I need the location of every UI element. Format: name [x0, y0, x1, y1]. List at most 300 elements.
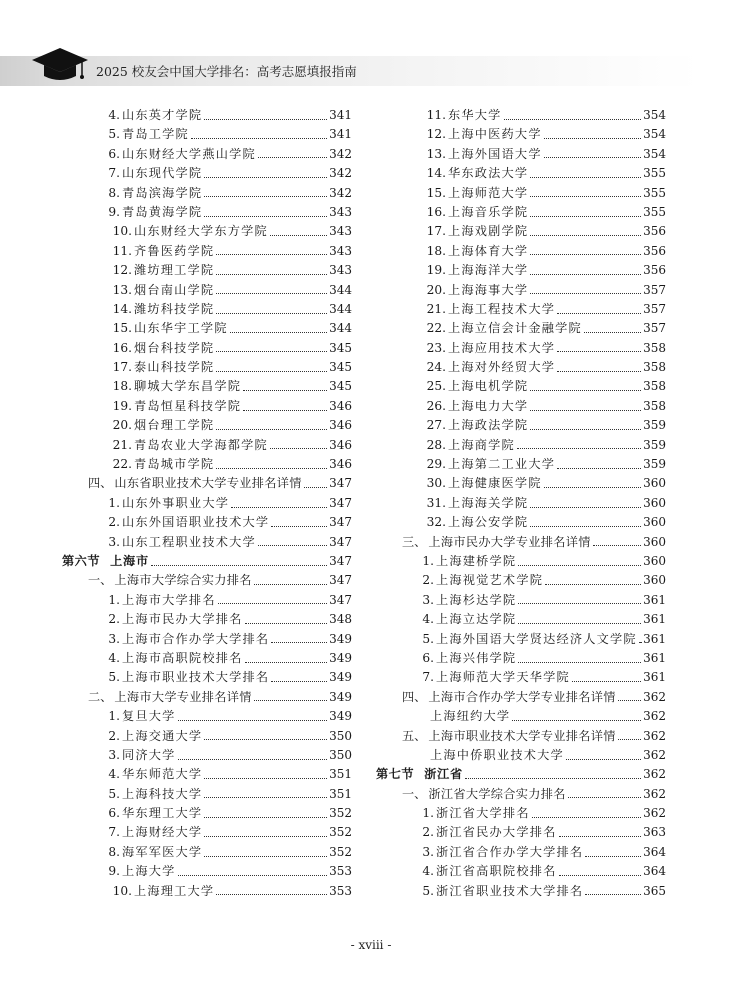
toc-entry-label: 上海外国语大学: [448, 146, 542, 161]
toc-entry-label: 上海体育大学: [448, 243, 529, 258]
toc-entry-label: 上海市合作办学大学专业排名详情: [428, 689, 616, 704]
toc-entry-page: 360: [643, 573, 666, 588]
dot-leader: [271, 680, 327, 682]
toc-entry[interactable]: [62, 281, 352, 300]
toc-entry-page: 356: [643, 224, 666, 239]
dot-leader: [204, 215, 327, 217]
dot-leader: [530, 389, 641, 391]
toc-entry-label: 上海工程技术大学: [448, 301, 556, 316]
toc-entry[interactable]: [62, 765, 352, 784]
toc-entry-page: 358: [643, 340, 666, 355]
toc-entry[interactable]: [376, 591, 666, 610]
toc-entry[interactable]: [376, 242, 666, 261]
toc-entry[interactable]: [62, 804, 352, 823]
dot-leader: [465, 777, 641, 779]
toc-entry-number: 27.: [426, 418, 446, 433]
toc-entry-label: 上海市: [110, 553, 150, 568]
toc-entry[interactable]: [62, 319, 352, 338]
toc-entry-page: 346: [329, 437, 352, 452]
toc-entry[interactable]: [62, 862, 352, 881]
toc-entry-page: 351: [329, 786, 352, 801]
toc-entry[interactable]: [376, 125, 666, 144]
toc-entry-number: 26.: [426, 398, 446, 413]
dot-leader: [557, 370, 641, 372]
toc-entry-page: 361: [643, 670, 666, 685]
toc-entry-label: 上海大学: [122, 864, 176, 879]
toc-entry-label: 上海杉达学院: [436, 592, 517, 607]
toc-entry[interactable]: [62, 203, 352, 222]
toc-entry-number: 22.: [112, 457, 132, 472]
toc-entry[interactable]: [62, 416, 352, 435]
dot-leader: [530, 234, 641, 236]
toc-entry-number: 4.: [422, 864, 434, 879]
toc-entry-label: 青岛农业大学海都学院: [134, 437, 268, 452]
dot-leader: [204, 796, 327, 798]
toc-entry-number: 6.: [108, 146, 120, 161]
toc-entry-page: 355: [643, 166, 666, 181]
toc-entry-page: 341: [329, 108, 352, 122]
toc-entry-number: 2.: [422, 573, 434, 588]
toc-entry-label: 山东外国语职业技术大学: [122, 515, 270, 530]
toc-entry-number: 四、: [88, 476, 113, 491]
toc-entry-number: 31.: [426, 495, 446, 510]
toc-entry-number: 28.: [426, 437, 446, 452]
toc-entry-page: 341: [329, 127, 352, 142]
toc-entry-number: 1.: [108, 592, 120, 607]
toc-entry-page: 355: [643, 185, 666, 200]
toc-entry-label: 浙江省大学综合实力排名: [428, 786, 566, 801]
toc-entry[interactable]: [376, 823, 666, 842]
toc-entry[interactable]: [376, 106, 666, 125]
dot-leader: [518, 602, 641, 604]
toc-entry-page: 345: [329, 379, 352, 394]
toc-entry-page: 356: [643, 263, 666, 278]
toc-entry[interactable]: [62, 145, 352, 164]
toc-entry-label: 上海公安学院: [448, 515, 529, 530]
dot-leader: [258, 156, 327, 158]
toc-entry-label: 上海商学院: [448, 437, 515, 452]
toc-entry[interactable]: [62, 591, 352, 610]
toc-entry[interactable]: [376, 184, 666, 203]
toc-entry-label: 山东外事职业大学: [122, 495, 230, 510]
toc-entry[interactable]: [62, 727, 352, 746]
toc-entry-page: 342: [329, 185, 352, 200]
toc-entry-number: 32.: [426, 515, 446, 530]
toc-entry[interactable]: [376, 261, 666, 280]
toc-entry[interactable]: [376, 281, 666, 300]
toc-entry-page: 347: [329, 553, 352, 568]
toc-entry[interactable]: [62, 882, 352, 901]
toc-entry[interactable]: [62, 242, 352, 261]
toc-entry-number: 5.: [422, 883, 434, 898]
toc-entry-page: 354: [643, 108, 666, 122]
dot-leader: [216, 312, 327, 314]
toc-entry-page: 347: [329, 573, 352, 588]
toc-entry-label: 上海立达学院: [436, 612, 517, 627]
dot-leader: [254, 699, 327, 701]
toc-entry[interactable]: [376, 513, 666, 532]
toc-entry[interactable]: [62, 125, 352, 144]
toc-entry-page: 364: [643, 844, 666, 859]
toc-entry-page: 359: [643, 437, 666, 452]
toc-entry-page: 365: [643, 883, 666, 898]
toc-entry[interactable]: [376, 533, 666, 552]
toc-entry[interactable]: [62, 533, 352, 552]
toc-entry-page: 353: [329, 883, 352, 898]
toc-entry[interactable]: [376, 436, 666, 455]
toc-entry-label: 上海立信会计金融学院: [448, 321, 582, 336]
toc-entry[interactable]: [62, 397, 352, 416]
toc-entry-page: 346: [329, 457, 352, 472]
dot-leader: [204, 816, 327, 818]
toc-entry[interactable]: [376, 319, 666, 338]
toc-entry-page: 359: [643, 457, 666, 472]
toc-entry-number: 17.: [112, 360, 132, 375]
toc-entry[interactable]: [376, 358, 666, 377]
dot-leader: [271, 525, 327, 527]
dot-leader: [557, 467, 641, 469]
dot-leader: [566, 758, 641, 760]
toc-entry-label: 烟台科技学院: [134, 340, 215, 355]
toc-entry-number: 9.: [108, 864, 120, 879]
toc-entry[interactable]: [376, 164, 666, 183]
toc-entry-number: 第七节: [376, 767, 415, 782]
dot-leader: [243, 389, 327, 391]
toc-entry[interactable]: [376, 862, 666, 881]
toc-entry-label: 上海师范大学天华学院: [436, 670, 570, 685]
toc-entry[interactable]: [376, 222, 666, 241]
toc-entry-number: 19.: [426, 263, 446, 278]
dot-leader: [545, 583, 641, 585]
toc-entry-label: 潍坊理工学院: [134, 263, 215, 278]
toc-entry[interactable]: [62, 164, 352, 183]
toc-entry-number: 2.: [108, 612, 120, 627]
toc-entry-page: 347: [329, 515, 352, 530]
toc-entry-label: 上海建桥学院: [436, 553, 517, 568]
toc-entry-number: 3.: [108, 747, 120, 762]
toc-entry-number: 4.: [422, 612, 434, 627]
toc-entry[interactable]: [62, 184, 352, 203]
toc-entry-label: 山东财经大学燕山学院: [122, 146, 256, 161]
toc-entry[interactable]: [376, 765, 666, 784]
toc-entry-number: 6.: [422, 650, 434, 665]
toc-entry[interactable]: [376, 649, 666, 668]
dot-leader: [216, 893, 327, 895]
toc-entry-number: 10.: [112, 883, 132, 898]
toc-left-column: [62, 106, 352, 901]
toc-entry-label: 上海海事大学: [448, 282, 529, 297]
toc-entry-page: 360: [643, 515, 666, 530]
toc-entry-label: 上海政法学院: [448, 418, 529, 433]
toc-entry[interactable]: [62, 261, 352, 280]
toc-entry[interactable]: [62, 610, 352, 629]
toc-entry-number: 20.: [112, 418, 132, 433]
toc-entry[interactable]: [62, 377, 352, 396]
toc-entry-label: 上海市民办大学专业排名详情: [428, 534, 591, 549]
toc-entry-label: 上海市合作办学大学排名: [122, 631, 270, 646]
header-title: 2025 校友会中国大学排名：高考志愿填报指南: [96, 64, 357, 79]
toc-entry-number: 21.: [112, 437, 132, 452]
toc-entry[interactable]: [376, 630, 666, 649]
toc-entry-number: 5.: [422, 631, 434, 646]
toc-entry-number: 5.: [108, 786, 120, 801]
toc-entry[interactable]: [376, 203, 666, 222]
toc-entry-label: 上海海洋大学: [448, 263, 529, 278]
toc-entry-page: 361: [643, 631, 666, 646]
toc-entry-label: 上海市大学专业排名详情: [114, 689, 252, 704]
toc-entry-page: 344: [329, 321, 352, 336]
toc-entry-label: 上海对外经贸大学: [448, 360, 556, 375]
dot-leader: [243, 409, 327, 411]
toc-entry-number: 16.: [426, 204, 446, 219]
dot-leader: [530, 525, 641, 527]
toc-entry[interactable]: [376, 145, 666, 164]
toc-entry-label: 华东师范大学: [122, 767, 203, 782]
toc-entry-number: 5.: [108, 127, 120, 142]
toc-entry[interactable]: [62, 707, 352, 726]
toc-entry[interactable]: [376, 552, 666, 571]
toc-entry-label: 上海中侨职业技术大学: [430, 747, 564, 762]
toc-entry[interactable]: [376, 494, 666, 513]
toc-entry-label: 上海纽约大学: [430, 709, 511, 724]
toc-entry[interactable]: [376, 339, 666, 358]
toc-entry-number: 19.: [112, 398, 132, 413]
dot-leader: [216, 253, 327, 255]
toc-entry-number: 14.: [426, 166, 446, 181]
toc-entry[interactable]: [62, 455, 352, 474]
toc-entry-page: 349: [329, 689, 352, 704]
toc-entry-page: 344: [329, 301, 352, 316]
toc-entry-number: 24.: [426, 360, 446, 375]
dot-leader: [204, 835, 327, 837]
toc-entry[interactable]: [376, 707, 666, 726]
toc-right-column: [376, 106, 666, 901]
toc-entry-label: 东华大学: [448, 108, 502, 122]
toc-entry[interactable]: [376, 455, 666, 474]
toc-entry[interactable]: [376, 785, 666, 804]
toc-entry[interactable]: [62, 785, 352, 804]
toc-entry[interactable]: [62, 436, 352, 455]
toc-entry-label: 浙江省职业技术大学排名: [436, 883, 584, 898]
dot-leader: [204, 118, 327, 120]
toc-entry-page: 347: [329, 592, 352, 607]
toc-entry-number: 4.: [108, 650, 120, 665]
toc-entry[interactable]: [62, 106, 352, 125]
toc-entry-page: 360: [643, 495, 666, 510]
toc-entry-label: 上海市职业技术大学排名: [122, 670, 270, 685]
toc-entry-page: 350: [329, 728, 352, 743]
toc-entry-page: 352: [329, 825, 352, 840]
toc-entry[interactable]: [376, 300, 666, 319]
toc-entry[interactable]: [376, 416, 666, 435]
dot-leader: [585, 855, 641, 857]
toc-entry[interactable]: [376, 843, 666, 862]
toc-entry-label: 浙江省民办大学排名: [436, 825, 557, 840]
toc-entry-page: 354: [643, 127, 666, 142]
toc-entry-page: 358: [643, 360, 666, 375]
dot-leader: [518, 564, 641, 566]
toc-entry-page: 343: [329, 243, 352, 258]
toc-entry-number: 21.: [426, 301, 446, 316]
toc-entry[interactable]: [62, 474, 352, 493]
toc-entry-page: 352: [329, 844, 352, 859]
toc-entry-page: 362: [643, 806, 666, 821]
dot-leader: [530, 506, 641, 508]
toc-entry-page: 362: [643, 767, 666, 782]
toc-entry-number: 12.: [112, 263, 132, 278]
toc-entry-page: 359: [643, 418, 666, 433]
dot-leader: [216, 350, 327, 352]
dot-leader: [559, 835, 642, 837]
toc-entry-label: 青岛黄海学院: [122, 204, 203, 219]
toc-entry-label: 上海戏剧学院: [448, 224, 529, 239]
toc-entry[interactable]: [62, 823, 352, 842]
toc-entry-page: 361: [643, 592, 666, 607]
toc-entry[interactable]: [62, 571, 352, 590]
dot-leader: [559, 874, 642, 876]
toc-entry-label: 复旦大学: [122, 709, 176, 724]
toc-entry-page: 346: [329, 418, 352, 433]
toc-entry-label: 上海音乐学院: [448, 204, 529, 219]
toc-entry-number: 29.: [426, 457, 446, 472]
toc-entry-label: 上海兴伟学院: [436, 650, 517, 665]
toc-entry[interactable]: [376, 571, 666, 590]
toc-entry-number: 8.: [108, 185, 120, 200]
toc-entry-label: 泰山科技学院: [134, 360, 215, 375]
toc-entry[interactable]: [376, 668, 666, 687]
toc-entry[interactable]: [376, 397, 666, 416]
toc-entry-page: 361: [643, 612, 666, 627]
toc-entry-number: 一、: [402, 786, 427, 801]
toc-entry-number: 20.: [426, 282, 446, 297]
toc-entry-number: 三、: [402, 534, 427, 549]
toc-entry-page: 346: [329, 398, 352, 413]
toc-entry-number: 6.: [108, 806, 120, 821]
toc-entry-page: 342: [329, 166, 352, 181]
toc-entry-number: 17.: [426, 224, 446, 239]
toc-entry[interactable]: [62, 746, 352, 765]
toc-entry-page: 360: [643, 534, 666, 549]
toc-entry[interactable]: [62, 222, 352, 241]
dot-leader: [530, 253, 641, 255]
toc-entry-page: 357: [643, 321, 666, 336]
dot-leader: [178, 719, 328, 721]
toc-entry-label: 浙江省合作办学大学排名: [436, 844, 584, 859]
dot-leader: [530, 273, 641, 275]
toc-entry[interactable]: [376, 727, 666, 746]
toc-entry-label: 上海市高职院校排名: [122, 650, 243, 665]
toc-entry-number: 4.: [108, 108, 120, 122]
toc-entry[interactable]: [62, 843, 352, 862]
dot-leader: [204, 195, 327, 197]
toc-entry[interactable]: [62, 688, 352, 707]
toc-entry[interactable]: [62, 630, 352, 649]
toc-entry-label: 青岛滨海学院: [122, 185, 203, 200]
toc-entry[interactable]: [62, 552, 352, 571]
toc-entry-page: 345: [329, 360, 352, 375]
toc-entry-label: 上海视觉艺术学院: [436, 573, 544, 588]
dot-leader: [530, 409, 641, 411]
toc-entry-number: 7.: [108, 166, 120, 181]
toc-entry-label: 上海市大学排名: [122, 592, 216, 607]
toc-entry-number: 11.: [426, 108, 446, 122]
dot-leader: [585, 893, 641, 895]
dot-leader: [618, 738, 641, 740]
toc-entry-page: 356: [643, 243, 666, 258]
toc-entry-label: 上海中医药大学: [448, 127, 542, 142]
toc-entry[interactable]: [376, 804, 666, 823]
toc-entry-label: 上海市民办大学排名: [122, 612, 243, 627]
toc-entry-number: 1.: [108, 495, 120, 510]
toc-entry[interactable]: [376, 377, 666, 396]
toc-entry[interactable]: [376, 746, 666, 765]
toc-entry-page: 349: [329, 650, 352, 665]
toc-entry-page: 351: [329, 767, 352, 782]
toc-entry[interactable]: [62, 668, 352, 687]
toc-entry-label: 上海健康医学院: [448, 476, 542, 491]
toc-entry-page: 349: [329, 709, 352, 724]
toc-entry-label: 山东财经大学东方学院: [134, 224, 268, 239]
toc-entry-number: 一、: [88, 573, 113, 588]
toc-entry-page: 342: [329, 146, 352, 161]
dot-leader: [530, 215, 641, 217]
dot-leader: [218, 602, 327, 604]
toc-entry[interactable]: [62, 300, 352, 319]
toc-entry-number: 3.: [108, 534, 120, 549]
dot-leader: [216, 370, 327, 372]
toc-entry-page: 362: [643, 709, 666, 724]
toc-entry[interactable]: [62, 649, 352, 668]
toc-entry-page: 360: [643, 553, 666, 568]
toc-entry-label: 华东政法大学: [448, 166, 529, 181]
toc-entry[interactable]: [62, 358, 352, 377]
toc-entry-label: 上海科技大学: [122, 786, 203, 801]
toc-entry-number: 第六节: [62, 553, 101, 568]
toc-entry-number: 25.: [426, 379, 446, 394]
dot-leader: [178, 874, 328, 876]
toc-entry[interactable]: [376, 474, 666, 493]
toc-entry-label: 齐鲁医药学院: [134, 243, 215, 258]
toc-entry-number: 23.: [426, 340, 446, 355]
toc-entry[interactable]: [376, 688, 666, 707]
toc-entry-number: 15.: [426, 185, 446, 200]
dot-leader: [568, 796, 641, 798]
toc-entry-number: 12.: [426, 127, 446, 142]
toc-entry-label: 海军军医大学: [122, 844, 203, 859]
toc-entry-label: 烟台理工学院: [134, 418, 215, 433]
dot-leader: [204, 855, 327, 857]
toc-entry[interactable]: [62, 494, 352, 513]
dot-leader: [518, 622, 641, 624]
dot-leader: [216, 428, 327, 430]
dot-leader: [532, 816, 641, 818]
toc-entry-page: 343: [329, 224, 352, 239]
page-number: - xviii -: [350, 938, 392, 952]
toc-entry[interactable]: [376, 610, 666, 629]
toc-entry[interactable]: [62, 513, 352, 532]
dot-leader: [204, 777, 327, 779]
dot-leader: [230, 331, 327, 333]
toc-entry[interactable]: [376, 882, 666, 901]
toc-entry-label: 同济大学: [122, 747, 176, 762]
toc-entry-label: 上海理工大学: [134, 883, 215, 898]
dot-leader: [557, 312, 641, 314]
toc-entry-page: 347: [329, 476, 352, 491]
dot-leader: [216, 467, 327, 469]
toc-entry-number: 1.: [422, 553, 434, 568]
toc-entry-number: 1.: [108, 709, 120, 724]
toc-entry[interactable]: [62, 339, 352, 358]
